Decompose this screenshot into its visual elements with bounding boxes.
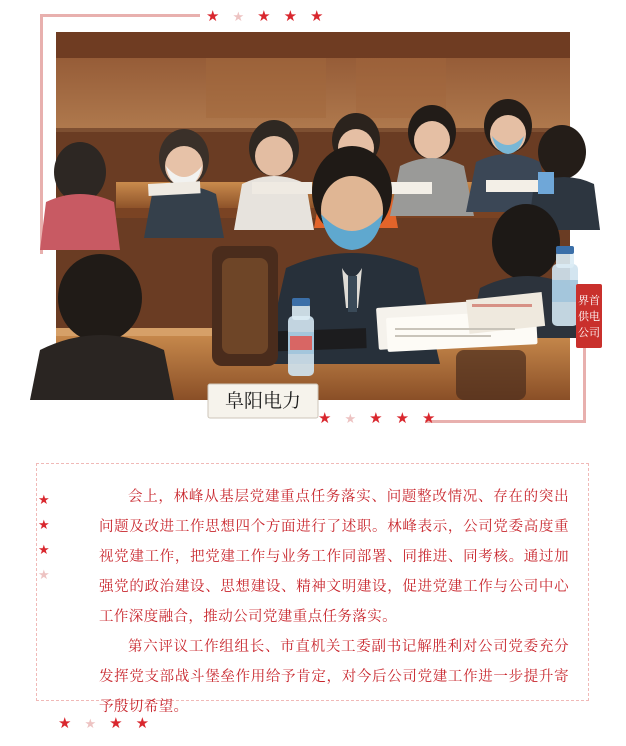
star-icon: ★ [38,492,50,507]
svg-text:公司: 公司 [578,327,600,339]
meeting-photo [56,32,600,412]
star-row-foot [58,716,149,731]
star-icon: ★ [38,567,50,582]
article-paragraph-2: 第六评议工作组组长、市直机关工委副书记解胜利对公司党委充分发挥党支部战斗堡垒作用给予肯定，对今后公司党建工作进一步提升寄予殷切希望。 [99,639,569,715]
frame-line-left [40,14,43,254]
star-icon: ★ [206,8,220,25]
svg-text:供电: 供电 [578,311,600,323]
nameplate-front-text: 阜阳电力 [224,391,302,412]
article-body [99,482,569,722]
star-icon: ★ [318,410,332,427]
star-icon: ★ [422,410,436,427]
star-icon: ★ [283,8,298,25]
star-icon: ★ [369,410,383,427]
article-paragraph-1: 会上，林峰从基层党建重点任务落实、问题整改情况、存在的突出问题及改进工作思想四个方面进行了述职。林峰表示，公司党委高度重视党建工作，把党建工作与业务工作同部署、同推进、同考核。通过加强党的政治建设、思想建设、精神文明建设，促进党建工作与公司中心工作深度融合，推动公司党建重点任务落实。 [99,489,569,625]
frame-line-right-bottom [425,420,586,423]
star-icon: ★ [257,8,271,25]
frame-line-left-top [40,14,200,17]
star-icon: ★ [310,8,324,25]
star-icon: ★ [135,715,150,732]
star-icon: ★ [232,9,245,24]
star-icon: ★ [109,715,123,732]
star-icon: ★ [38,542,50,557]
star-row-bottom [318,411,435,426]
article-text-card [36,463,589,715]
star-icon: ★ [58,715,72,732]
star-icon: ★ [344,411,357,426]
star-column-side [38,492,50,582]
star-row-top [206,9,323,24]
star-icon: ★ [38,517,50,532]
star-icon: ★ [395,410,410,427]
svg-text:界首: 界首 [578,295,600,307]
star-icon: ★ [84,716,97,731]
